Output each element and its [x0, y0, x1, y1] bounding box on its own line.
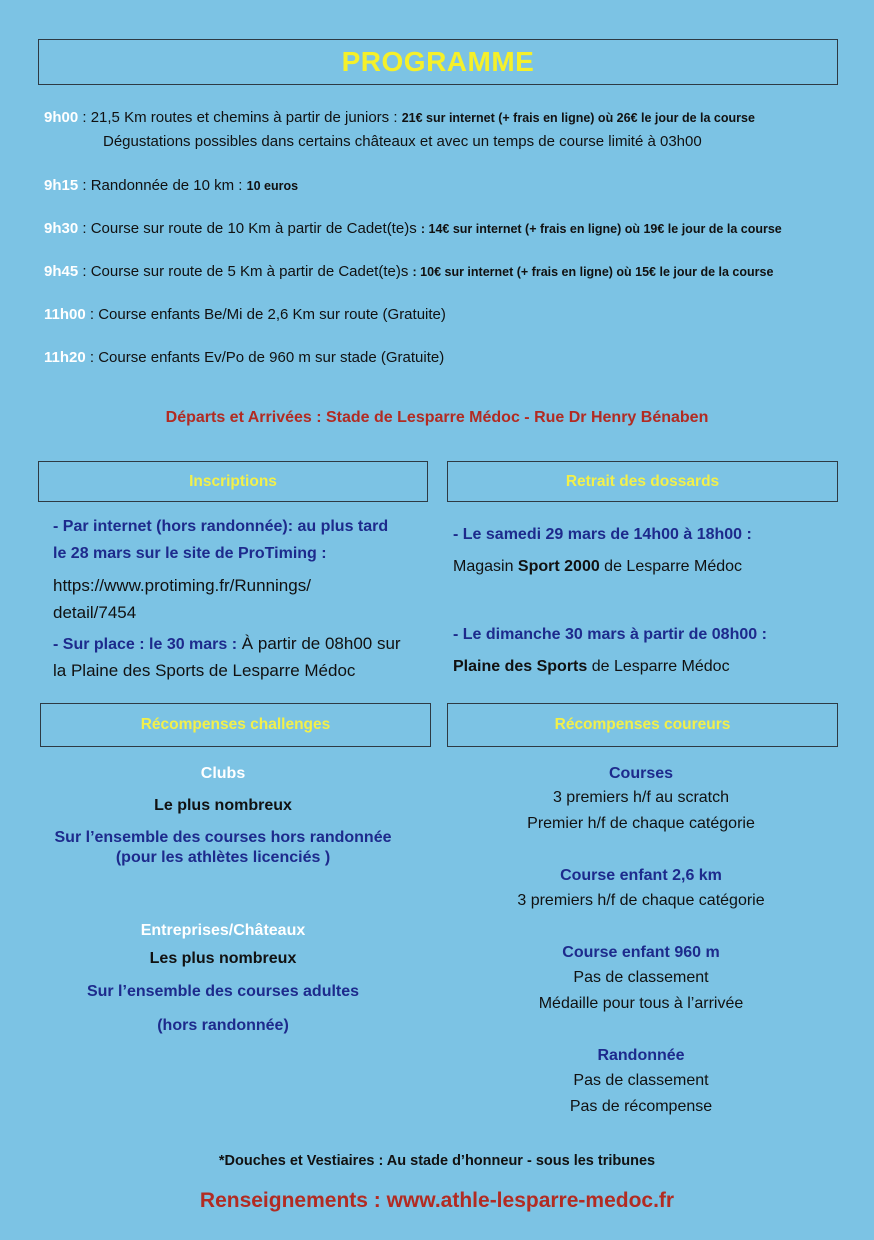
- hike-line: Pas de classement: [573, 1072, 709, 1089]
- retrait-header-box: [447, 461, 838, 502]
- tasting-note: Dégustations possibles dans certains châteaux et avec un temps de course limité à 03h00: [103, 133, 702, 150]
- programme-time: 11h00: [44, 306, 86, 323]
- hike-line: Pas de récompense: [569, 1098, 713, 1115]
- showers-note: *Douches et Vestiaires : Au stade d’honneur - sous les tribunes: [218, 1153, 656, 1169]
- info-website[interactable]: Renseignements : www.athle-lesparre-medoc.fr: [199, 1189, 675, 1212]
- title-box: [38, 39, 838, 85]
- courses-title: Courses: [608, 765, 674, 782]
- inscriptions-internet-line2: le 28 mars sur le site de ProTiming :: [53, 545, 327, 562]
- runners-header-box: [447, 703, 838, 747]
- page-title: PROGRAMME: [341, 46, 535, 77]
- programme-price: : 10€ sur internet (+ frais en ligne) où 15€ le jour de la course: [412, 265, 774, 279]
- programme-price: 10 euros: [246, 179, 299, 193]
- retrait-saturday-place: [453, 558, 742, 576]
- programme-price: : 14€ sur internet (+ frais en ligne) où 19€ le jour de la course: [420, 222, 782, 236]
- programme-item-1120: [44, 349, 444, 366]
- challenges-header-box: [40, 703, 431, 747]
- sat-bold: Sport 2000: [517, 558, 600, 575]
- programme-time: 9h00: [44, 109, 79, 126]
- inscriptions-header-box: [38, 461, 428, 502]
- kids-960-line: Médaille pour tous à l’arrivée: [538, 995, 744, 1012]
- retrait-header: Retrait des dossards: [565, 472, 720, 490]
- programme-time: 9h30: [44, 220, 79, 237]
- programme-item-0900: [44, 109, 755, 126]
- programme-item-1100: [44, 306, 446, 323]
- companies-scope-line2: (hors randonnée): [157, 1017, 289, 1034]
- retrait-saturday-label: - Le samedi 29 mars de 14h00 à 18h00 :: [453, 526, 752, 543]
- programme-time: 11h20: [44, 349, 86, 366]
- programme-item-0930: [44, 220, 782, 237]
- programme-text: : Course sur route de 5 Km à partir de Cadet(te)s: [78, 263, 413, 280]
- inscriptions-header: Inscriptions: [189, 472, 277, 490]
- programme-item-0945: [44, 263, 773, 280]
- clubs-prize: Le plus nombreux: [154, 797, 292, 814]
- retrait-sunday-label: - Le dimanche 30 mars à partir de 08h00 :: [453, 626, 767, 643]
- inscriptions-onsite: [53, 634, 401, 654]
- runners-header: Récompenses coureurs: [554, 716, 731, 733]
- kids-26-title: Course enfant 2,6 km: [560, 867, 722, 884]
- protiming-link-line2[interactable]: detail/7454: [53, 603, 137, 622]
- kids-960-line: Pas de classement: [573, 969, 709, 986]
- clubs-scope-line1: Sur l’ensemble des courses hors randonnée: [54, 829, 392, 846]
- departures-info: Départs et Arrivées : Stade de Lesparre Médoc - Rue Dr Henry Bénaben: [165, 409, 709, 426]
- courses-line: Premier h/f de chaque catégorie: [527, 815, 755, 832]
- programme-time: 9h15: [44, 177, 79, 194]
- programme-item-0915: [44, 177, 298, 194]
- programme-text: : Course enfants Be/Mi de 2,6 Km sur route (Gratuite): [85, 306, 446, 323]
- challenges-header: Récompenses challenges: [140, 716, 331, 733]
- hike-title: Randonnée: [597, 1047, 685, 1064]
- retrait-sunday-place: [453, 658, 730, 676]
- inscriptions-internet-line1: - Par internet (hors randonnée): au plus tard: [53, 518, 389, 535]
- programme-time: 9h45: [44, 263, 79, 280]
- onsite-text: À partir de 08h00 sur: [237, 634, 401, 653]
- courses-line: 3 premiers h/f au scratch: [552, 789, 730, 806]
- clubs-scope-line2: (pour les athlètes licenciés ): [115, 849, 331, 866]
- onsite-label: - Sur place : le 30 mars :: [53, 636, 238, 653]
- protiming-link-line1[interactable]: https://www.protiming.fr/Runnings/: [53, 576, 311, 595]
- companies-prize: Les plus nombreux: [149, 950, 297, 967]
- programme-text: : Course sur route de 10 Km à partir de Cadet(te)s: [78, 220, 421, 237]
- companies-title: Entreprises/Châteaux: [140, 922, 306, 939]
- programme-text: : Randonnée de 10 km :: [78, 177, 247, 194]
- sat-post: de Lesparre Médoc: [599, 558, 743, 575]
- clubs-title: Clubs: [200, 765, 246, 782]
- companies-scope-line1: Sur l’ensemble des courses adultes: [86, 983, 360, 1000]
- inscriptions-onsite-line2: la Plaine des Sports de Lesparre Médoc: [53, 661, 356, 680]
- kids-26-line: 3 premiers h/f de chaque catégorie: [517, 892, 765, 909]
- sun-post: de Lesparre Médoc: [587, 658, 730, 675]
- kids-960-title: Course enfant 960 m: [562, 944, 720, 961]
- programme-price: 21€ sur internet (+ frais en ligne) où 26€ le jour de la course: [401, 111, 755, 125]
- sun-bold: Plaine des Sports: [453, 658, 588, 675]
- programme-text: : 21,5 Km routes et chemins à partir de juniors :: [78, 109, 402, 126]
- sat-pre: Magasin: [453, 558, 518, 575]
- programme-text: : Course enfants Ev/Po de 960 m sur stade (Gratuite): [85, 349, 445, 366]
